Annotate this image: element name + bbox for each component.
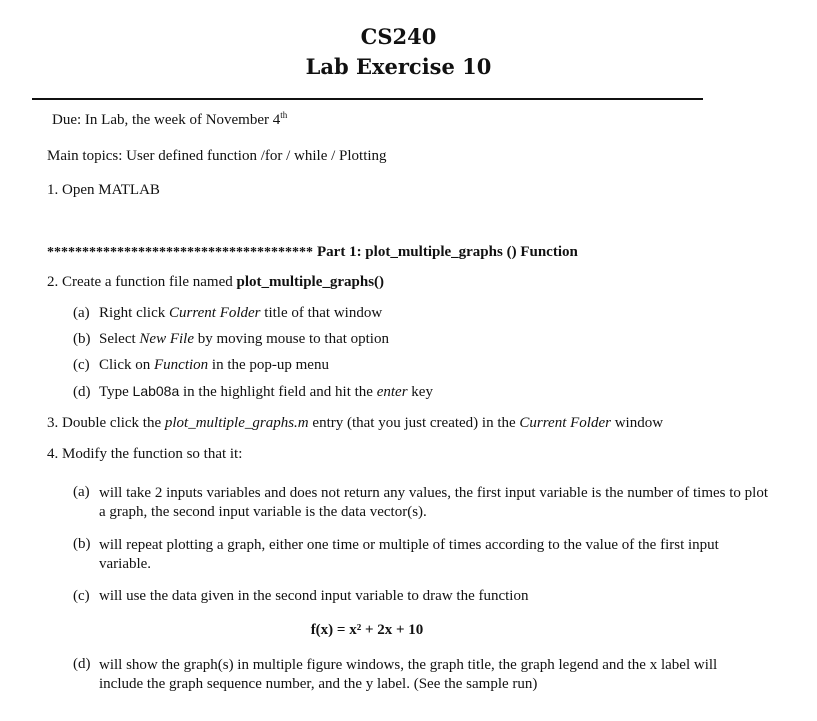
part-1-heading <box>47 243 578 261</box>
function-name: plot_multiple_graphs() <box>236 274 385 290</box>
step-4a-text: will take 2 inputs variables and does not return any values, the first input variable is the number of times to plot a graph, the second input variable is the data vector(s). <box>99 485 769 520</box>
page-title: Lab Exercise 10 <box>305 54 492 79</box>
step-1: 1. Open MATLAB <box>47 182 160 198</box>
formula: f(x) = x² + 2x + 10 <box>310 622 424 638</box>
due-date: Due: In Lab, the week of November 4th <box>52 110 288 128</box>
title-divider <box>32 98 703 100</box>
step-4b-text: will repeat plotting a graph, either one time or multiple of times according to the value of the first input variable. <box>99 537 719 572</box>
step-4c-label: (c) <box>73 588 90 604</box>
course-code: CS240 <box>360 24 437 49</box>
step-2b: (b) Select New File by moving mouse to that option <box>73 331 389 347</box>
step-2a: (a) Right click Current Folder title of that window <box>73 305 383 321</box>
step-4d-text: will show the graph(s) in multiple figure windows, the graph title, the graph legend and the x label will include the graph sequence number, and the y label. (See the sample run) <box>99 657 718 692</box>
step-4c-text: will use the data given in the second input variable to draw the function <box>99 588 529 604</box>
step-4: 4. Modify the function so that it: <box>47 446 243 462</box>
stars-divider: ************************************** <box>47 245 313 260</box>
step-3: 3. Double click the plot_multiple_graphs.m entry (that you just created) in the Current Folder window <box>47 415 664 431</box>
step-4b-label: (b) <box>73 536 91 552</box>
step-2: 2. Create a function file named plot_multiple_graphs() <box>47 274 385 290</box>
step-2d: (d) Type Lab08a in the highlight field and hit the enter key <box>73 383 433 400</box>
part-1-title: Part 1: plot_multiple_graphs () Function <box>317 244 578 260</box>
step-4d-label: (d) <box>73 656 91 672</box>
step-4a-label: (a) <box>73 484 90 500</box>
main-topics: Main topics: User defined function /for / while / Plotting <box>47 148 387 164</box>
step-2c: (c) Click on Function in the pop-up menu <box>73 357 329 373</box>
